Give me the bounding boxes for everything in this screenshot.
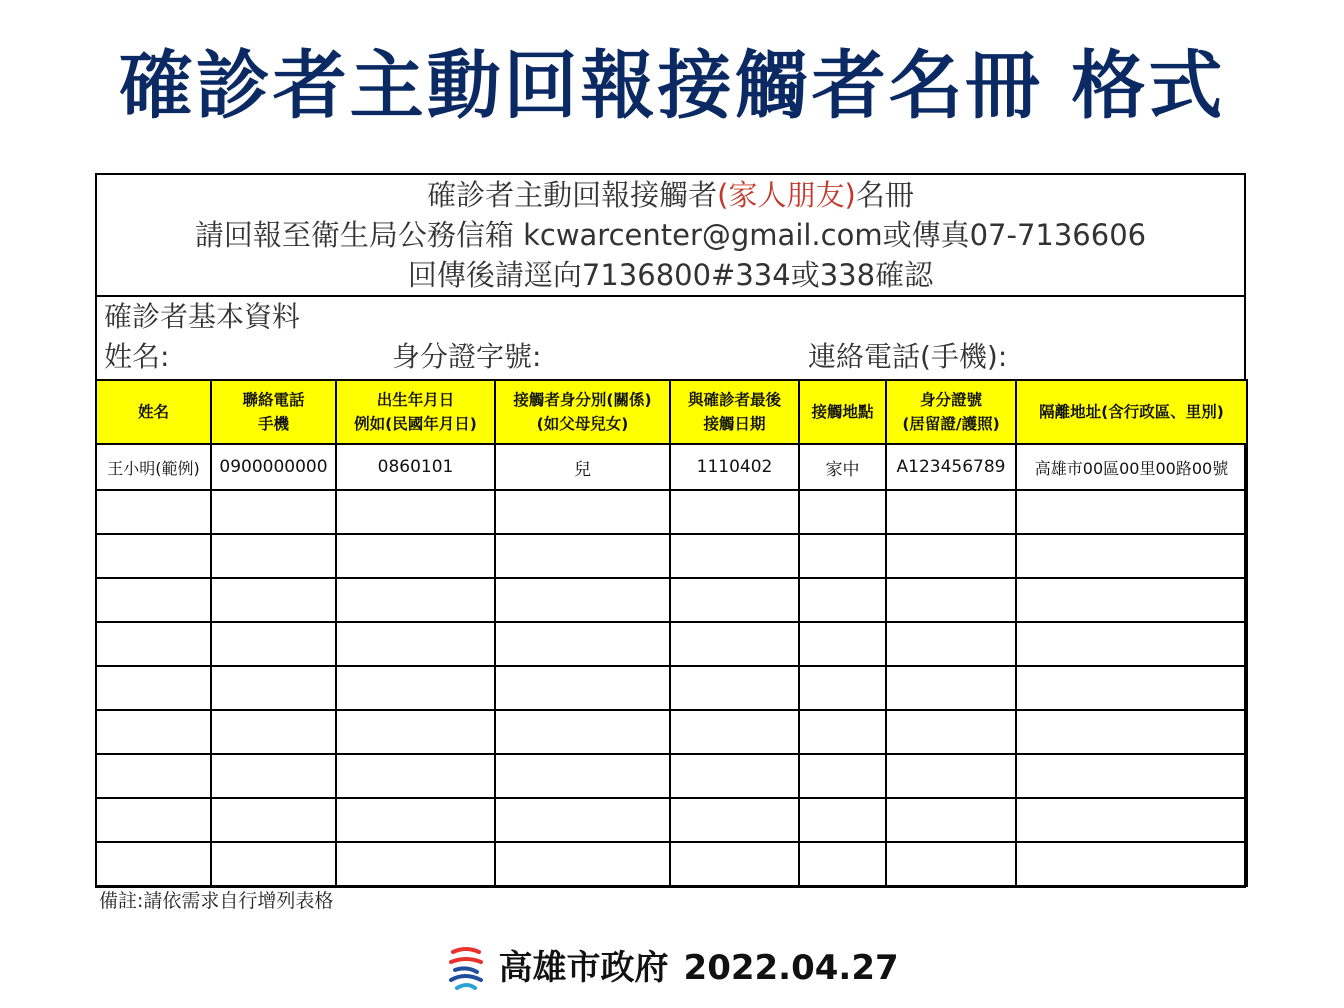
- form-header: [97, 175, 1244, 297]
- table-cell-empty[interactable]: [886, 666, 1016, 710]
- column-header-line: (如父母兒女): [536, 415, 629, 433]
- table-row: [96, 666, 1247, 710]
- table-cell[interactable]: 兒: [495, 444, 670, 490]
- footer-date: 2022.04.27: [683, 948, 899, 988]
- table-cell-empty[interactable]: [1016, 666, 1247, 710]
- table-cell-empty[interactable]: [670, 578, 799, 622]
- table-row: [96, 754, 1247, 798]
- table-cell-empty[interactable]: [1016, 798, 1247, 842]
- table-cell-empty[interactable]: [211, 666, 336, 710]
- confirm-instructions: 回傳後請逕向7136800#334或338確認: [407, 258, 934, 292]
- table-cell-empty[interactable]: [1016, 842, 1247, 886]
- table-cell[interactable]: 王小明(範例): [96, 444, 211, 490]
- column-header-line: 接觸地點: [811, 403, 874, 421]
- table-cell-empty[interactable]: [886, 754, 1016, 798]
- table-cell-empty[interactable]: [96, 578, 211, 622]
- column-header-line: 手機: [257, 415, 289, 433]
- table-cell-empty[interactable]: [211, 534, 336, 578]
- footnote: 備註:請依需求自行增列表格: [99, 890, 334, 912]
- table-cell-empty[interactable]: [799, 798, 886, 842]
- table-cell-empty[interactable]: [886, 490, 1016, 534]
- table-cell-empty[interactable]: [336, 622, 495, 666]
- table-cell-empty[interactable]: [799, 842, 886, 886]
- column-header-line: 出生年月日: [376, 391, 455, 409]
- column-header-line: 接觸者身分別(關係): [513, 391, 652, 409]
- column-header: [96, 380, 211, 444]
- kaohsiung-city-logo-icon: [445, 944, 487, 992]
- column-header: [495, 380, 670, 444]
- case-basic-info: [97, 297, 1244, 379]
- table-header-row: [96, 380, 1247, 444]
- column-header-line: 聯絡電話: [242, 391, 305, 409]
- table-cell-empty[interactable]: [495, 534, 670, 578]
- table-cell-empty[interactable]: [1016, 754, 1247, 798]
- table-cell-empty[interactable]: [96, 622, 211, 666]
- table-cell-empty[interactable]: [799, 490, 886, 534]
- table-cell-empty[interactable]: [886, 710, 1016, 754]
- table-cell-empty[interactable]: [495, 578, 670, 622]
- table-cell-empty[interactable]: [336, 490, 495, 534]
- table-cell-empty[interactable]: [336, 578, 495, 622]
- table-cell[interactable]: 0860101: [336, 444, 495, 490]
- table-cell-empty[interactable]: [670, 710, 799, 754]
- table-cell-empty[interactable]: [96, 666, 211, 710]
- table-cell-empty[interactable]: [495, 490, 670, 534]
- table-row-example: [96, 444, 1247, 490]
- column-header-line: 隔離地址(含行政區、里別): [1039, 403, 1224, 421]
- column-header-line: 與確診者最後: [687, 391, 781, 409]
- footer: [0, 944, 1344, 992]
- case-id-label: 身分證字號:: [392, 340, 542, 373]
- form-title-line: [97, 175, 1244, 215]
- column-header: [799, 380, 886, 444]
- column-header-line: 例如(民國年月日): [354, 415, 477, 433]
- table-cell-empty[interactable]: [336, 798, 495, 842]
- table-cell[interactable]: 1110402: [670, 444, 799, 490]
- table-cell[interactable]: 0900000000: [211, 444, 336, 490]
- table-cell[interactable]: 高雄市00區00里00路00號: [1016, 444, 1247, 490]
- page-title: 確診者主動回報接觸者名冊 格式: [118, 43, 1226, 129]
- table-cell-empty[interactable]: [495, 622, 670, 666]
- column-header-line: 姓名: [137, 403, 169, 421]
- table-cell-empty[interactable]: [336, 754, 495, 798]
- column-header: [211, 380, 336, 444]
- table-cell-empty[interactable]: [886, 798, 1016, 842]
- table-row: [96, 798, 1247, 842]
- table-cell-empty[interactable]: [1016, 490, 1247, 534]
- contacts-table: [95, 379, 1248, 887]
- table-cell-empty[interactable]: [495, 666, 670, 710]
- table-cell-empty[interactable]: [96, 710, 211, 754]
- form-title-prefix: 確診者主動回報接觸者: [427, 178, 718, 212]
- basic-info-title: 確診者基本資料: [104, 300, 301, 333]
- table-row: [96, 710, 1247, 754]
- table-cell-empty[interactable]: [670, 798, 799, 842]
- table-row: [96, 578, 1247, 622]
- table-cell-empty[interactable]: [670, 754, 799, 798]
- report-instructions: 請回報至衛生局公務信箱 kcwarcenter@gmail.com或傳真07-7136606: [194, 218, 1147, 252]
- table-cell-empty[interactable]: [886, 842, 1016, 886]
- table-cell-empty[interactable]: [336, 666, 495, 710]
- table-cell-empty[interactable]: [799, 710, 886, 754]
- table-cell-empty[interactable]: [336, 534, 495, 578]
- table-cell-empty[interactable]: [211, 578, 336, 622]
- table-cell-empty[interactable]: [336, 842, 495, 886]
- table-cell-empty[interactable]: [670, 842, 799, 886]
- contact-report-form: [95, 173, 1246, 888]
- table-cell-empty[interactable]: [1016, 622, 1247, 666]
- table-cell-empty[interactable]: [96, 754, 211, 798]
- table-cell-empty[interactable]: [1016, 534, 1247, 578]
- footer-org: 高雄市政府: [498, 948, 669, 988]
- table-row: [96, 622, 1247, 666]
- table-cell-empty[interactable]: [670, 490, 799, 534]
- column-header-line: 身分證號: [919, 391, 982, 409]
- table-body: [96, 444, 1247, 886]
- table-cell-empty[interactable]: [211, 622, 336, 666]
- table-cell-empty[interactable]: [799, 754, 886, 798]
- table-cell-empty[interactable]: [670, 534, 799, 578]
- table-cell-empty[interactable]: [211, 490, 336, 534]
- table-cell-empty[interactable]: [495, 710, 670, 754]
- table-cell-empty[interactable]: [799, 666, 886, 710]
- case-name-label: 姓名:: [104, 340, 170, 373]
- table-cell[interactable]: 家中: [799, 444, 886, 490]
- column-header-line: 接觸日期: [703, 415, 766, 433]
- table-row: [96, 490, 1247, 534]
- table-cell-empty[interactable]: [670, 666, 799, 710]
- table-cell-empty[interactable]: [211, 798, 336, 842]
- table-cell[interactable]: A123456789: [886, 444, 1016, 490]
- table-cell-empty[interactable]: [670, 622, 799, 666]
- table-cell-empty[interactable]: [336, 710, 495, 754]
- table-cell-empty[interactable]: [886, 622, 1016, 666]
- table-cell-empty[interactable]: [211, 754, 336, 798]
- column-header-line: (居留證/護照): [902, 415, 1000, 433]
- table-cell-empty[interactable]: [886, 534, 1016, 578]
- table-row: [96, 534, 1247, 578]
- table-cell-empty[interactable]: [1016, 710, 1247, 754]
- table-cell-empty[interactable]: [799, 578, 886, 622]
- table-cell-empty[interactable]: [1016, 578, 1247, 622]
- form-title-suffix: 名冊: [855, 178, 914, 212]
- table-cell-empty[interactable]: [886, 578, 1016, 622]
- table-cell-empty[interactable]: [96, 490, 211, 534]
- table-cell-empty[interactable]: [211, 842, 336, 886]
- table-row: [96, 842, 1247, 886]
- table-cell-empty[interactable]: [96, 534, 211, 578]
- table-cell-empty[interactable]: [495, 754, 670, 798]
- table-cell-empty[interactable]: [495, 842, 670, 886]
- column-header: [1016, 380, 1247, 444]
- table-cell-empty[interactable]: [495, 798, 670, 842]
- case-phone-label: 連絡電話(手機):: [808, 340, 1008, 373]
- table-cell-empty[interactable]: [799, 534, 886, 578]
- table-cell-empty[interactable]: [96, 798, 211, 842]
- form-title-highlight: (家人朋友): [717, 178, 856, 212]
- column-header: [336, 380, 495, 444]
- column-header: [886, 380, 1016, 444]
- column-header: [670, 380, 799, 444]
- table-cell-empty[interactable]: [96, 842, 211, 886]
- table-cell-empty[interactable]: [799, 622, 886, 666]
- table-cell-empty[interactable]: [211, 710, 336, 754]
